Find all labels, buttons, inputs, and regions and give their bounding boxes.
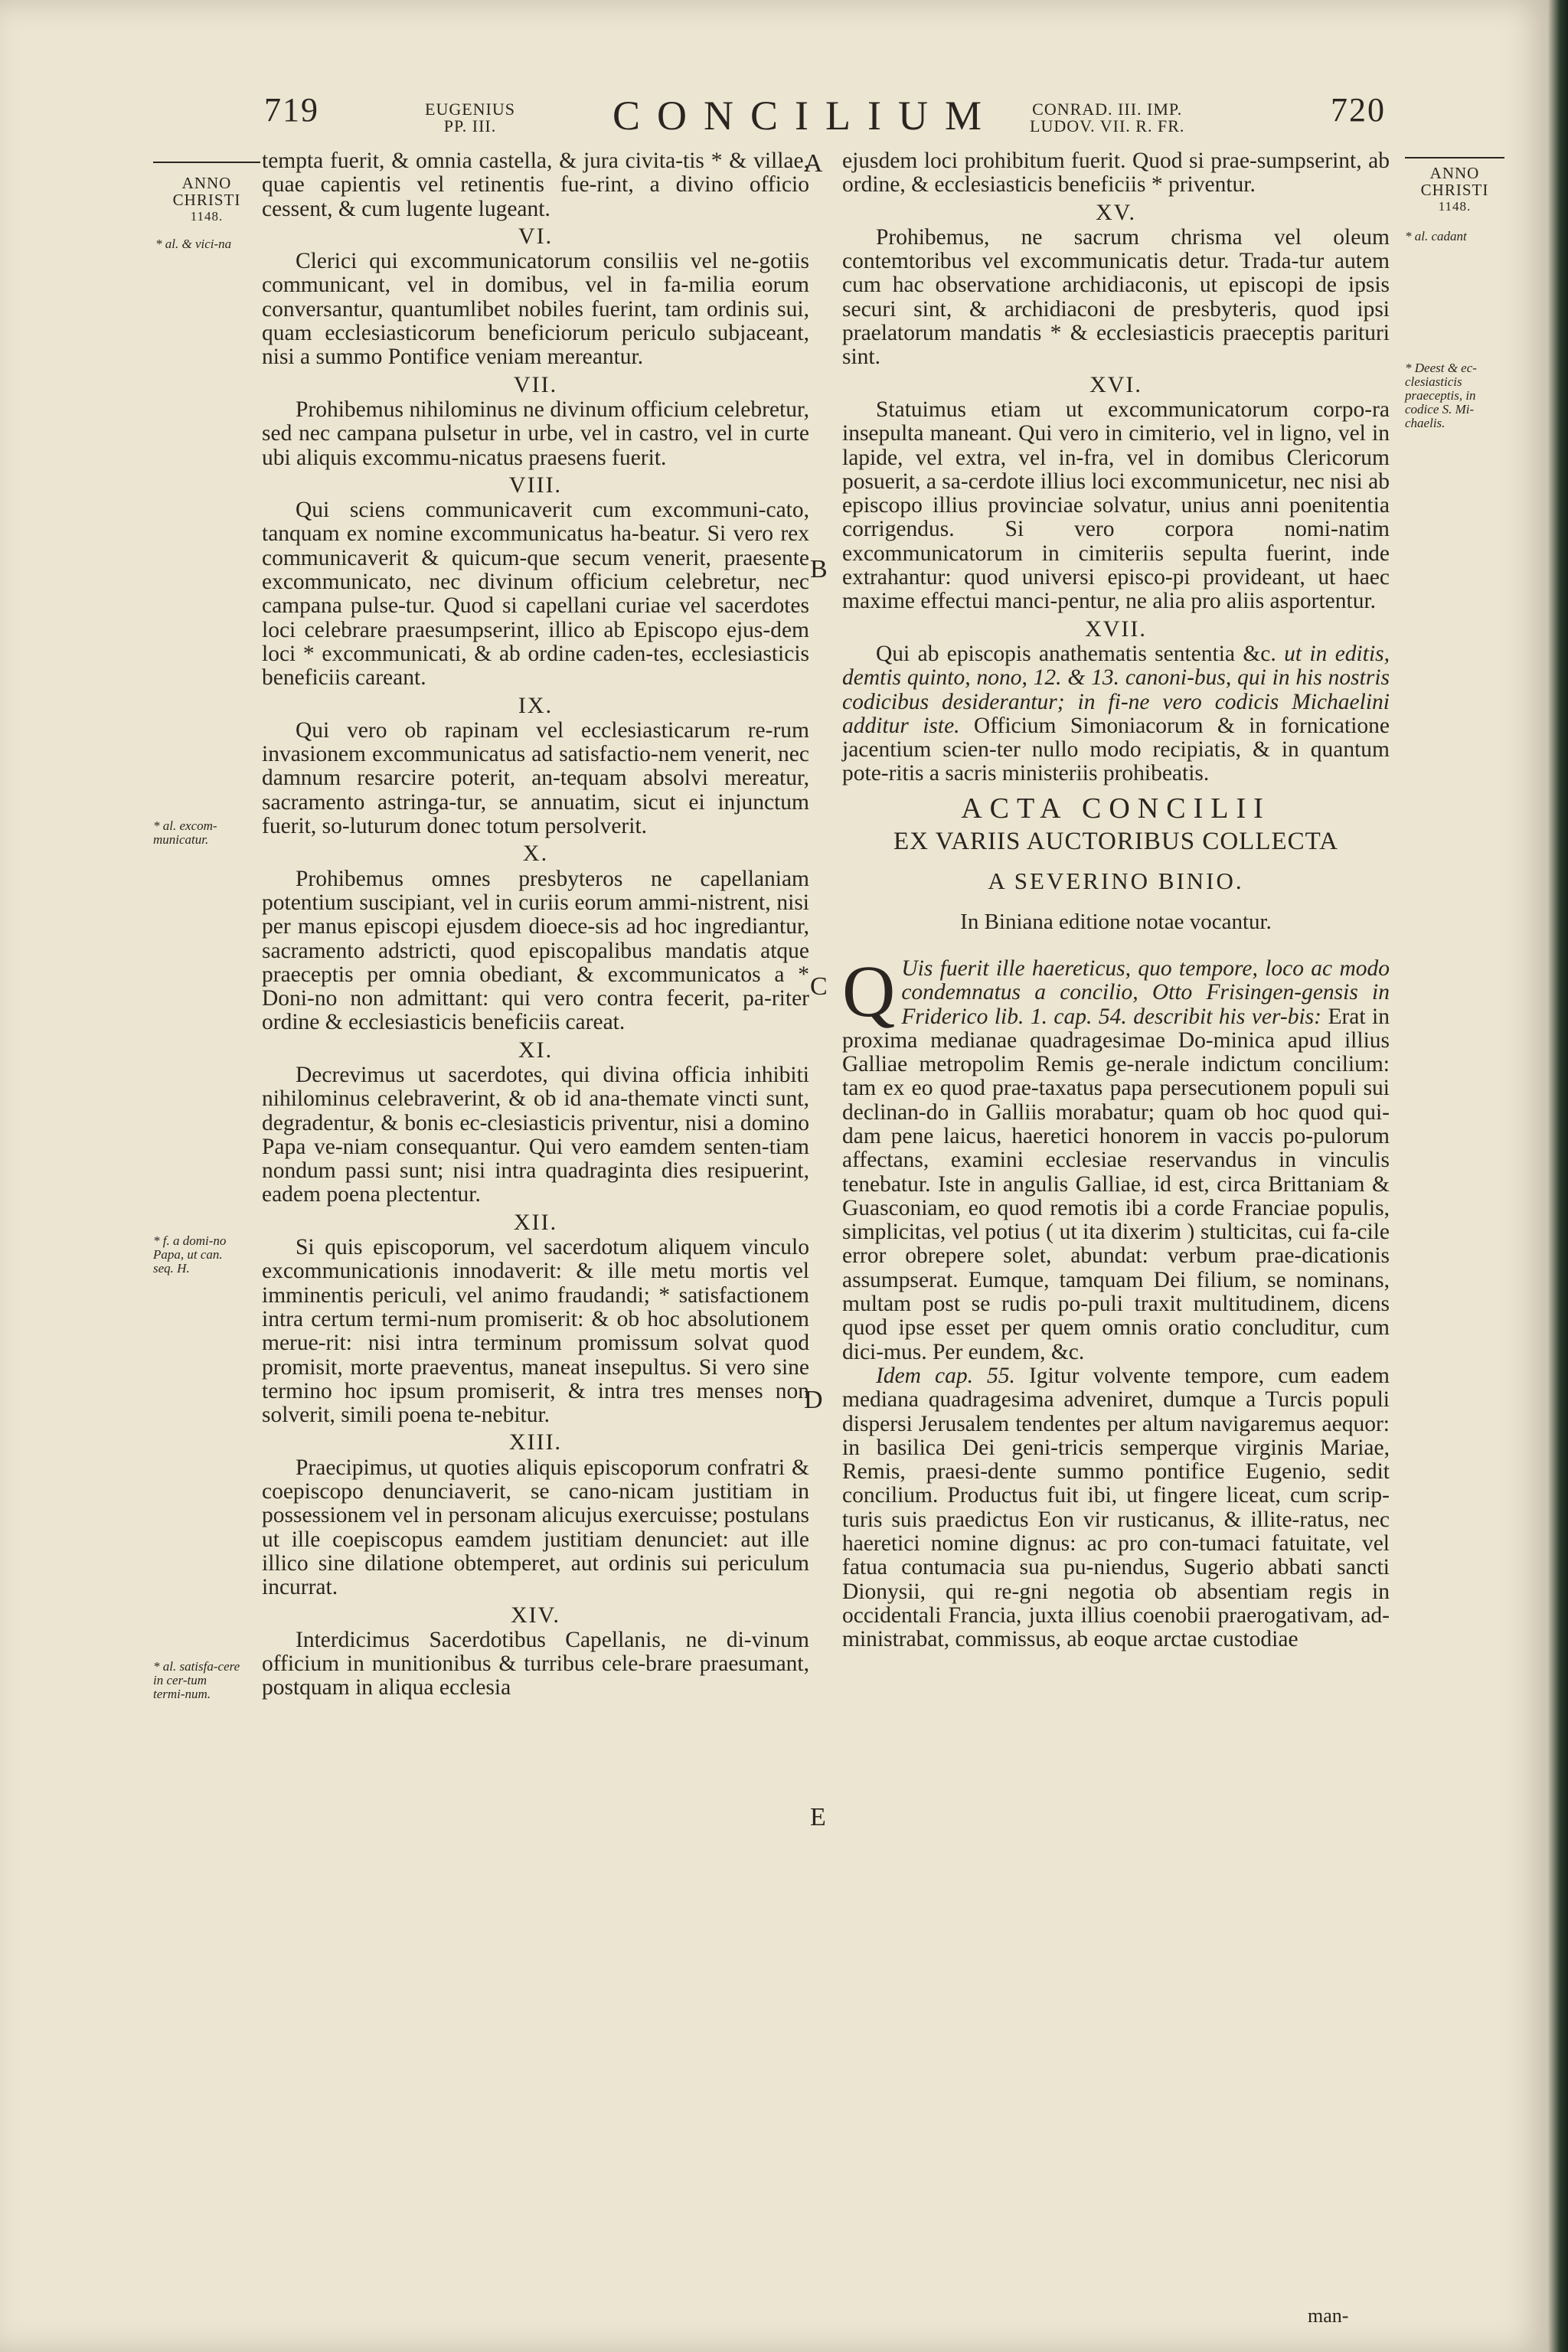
left-margin-rule: [153, 162, 260, 163]
canon-14-text: Interdicimus Sacerdotibus Capellanis, ne di-vinum officium in munitionibus & turribus cele-brare praesumant, postquam in aliqua ecclesia: [262, 1627, 809, 1700]
canon-16-text: Statuimus etiam ut excommunicatorum corpo-ra insepulta maneant. Qui vero in cimiterio, vel in ligno, vel in lapide, vel extra, vel in-fra, vel in domibus Clericorum posuerit, a sa-cerdote illius loci excommunicetur, nec nisi ab episcopo illius provinciae solvatur, unius anni poenitentia corrigendus. Si vero corpora nomi-natim excommunicatorum in cimiteriis sepulta fuerint, inde extrahantur: quod universi episco-pi provideant, ut haec maxime effectui manci-pentur, ne alia pro aliis asportentur.: [842, 397, 1390, 614]
acta-note: In Biniana editione notae vocantur.: [960, 909, 1272, 934]
right-running-head-line1: CONRAD. III. IMP.: [1032, 100, 1183, 119]
canon-11-text: Decrevimus ut sacerdotes, qui divina officia inhibiti nihilominus celebraverint, & ob id ana-themate vincti sunt, degradentur, & bonis ec-clesiasticis priventur, nisi a domino Papa ve-niam consequantur. Qui vero eamdem senten-tiam nondum passi sunt; nisi intra quadraginta dies resipuerint, eadem poena plectentur.: [262, 1062, 809, 1207]
acta-title: ACTA CONCILII: [961, 792, 1271, 825]
left-page-number: 719: [264, 91, 319, 129]
running-title: CONCILIUM: [612, 93, 998, 139]
anno-left-year: 1148.: [190, 209, 224, 224]
margin-note-vicinae: * al. & vici-na: [155, 237, 232, 251]
anno-right-line2: CHRISTI: [1420, 181, 1489, 199]
section-letter-d: D: [804, 1386, 823, 1414]
canon-heading-8: VIII.: [508, 472, 563, 498]
left-intro-paragraph: tempta fuerit, & omnia castella, & jura civita-tis * & villae, quae capientis vel retinentis fue-rint, a divino officio cessent, & cum lugente lugeant.: [262, 149, 809, 221]
anno-christi-right: [1405, 165, 1504, 215]
canon-6-text: Clerici qui excommunicatorum consiliis vel ne-gotiis communicant, vel in domibus, vel in fa-milia eorum conversantur, quantumlibet nobiles fuerint, tam ordinis sui, quam ecclesiasticorum beneficiorum periculo subjaceant, nisi a summo Pontifice veniam mereantur.: [262, 249, 809, 370]
canon-15-text: Prohibemus, ne sacrum chrisma vel oleum contemtoribus vel excommunicatis detur. Trada-tur autem cum hac observatione archidiaconis, ut episcopi de ipsis securi sint, & archidiaconi de presbyteris, quod ipsi praelatorum mandatis * & ecclesiasticis praeceptis parituri sint.: [842, 224, 1390, 370]
left-running-head-line1: EUGENIUS: [425, 100, 515, 119]
canon-heading-7: VII.: [513, 371, 558, 397]
margin-note-domino-papa: * f. a domi-no Papa, ut can. seq. H.: [153, 1233, 227, 1276]
cap55-text: Igitur volvente tempore, cum eadem mediana quadragesima adveniret, dumque a Turcis populi dispersi Jerusalem tendentes per altum navigaremus aequor: in basilica Dei geni-tricis semperque virginis Mariae, Remis, praesi-dente summo pontifice Eugenio, sedit concilium. Productus fuit ibi, ut fingere liceat, cum scrip-turis suis praedictus Eon vir rusticanus, & illite-ratus, nec haeretici nomine dignus: ac pro con-tumaci fatuitate, vel fatua contumacia sua pu-niendus, Sugerio abbati sancti Dionysii, qui re-gni negotia ob absentiam regis in occidentali Francia, juxta illius coenobii praerogativam, ad-ministrabat, commissus, ab eoque arctae custodiae: [842, 1363, 1390, 1652]
canon-heading-9: IX.: [518, 692, 554, 718]
canon-heading-16: XVI.: [1089, 371, 1142, 397]
section-letter-a: A: [804, 149, 823, 178]
canon-heading-6: VI.: [518, 223, 554, 249]
margin-note-deest: * Deest & ec-clesiasticis praeceptis, in codice S. Mi-chaelis.: [1405, 361, 1477, 430]
anno-left-line1: ANNO: [181, 174, 232, 192]
canon-17-opening: Qui ab episcopis anathematis sententia &c.: [876, 641, 1276, 666]
right-page-number: 720: [1331, 91, 1386, 129]
canon-17-closing: Officium Simoniacorum & in fornicatione jacentium scien-ter nullo modo recipiatis, & in quantum pote-ritis a sacris ministeriis prohibeatis.: [842, 713, 1390, 786]
right-running-head-line2: LUDOV. VII. R. FR.: [1030, 116, 1185, 136]
canon-7-text: Prohibemus nihilominus ne divinum officium celebretur, sed nec campana pulsetur in urbe, vel in castro, vel in curte ubi aliquis excommu-nicatus praesens fuerit.: [262, 397, 809, 470]
right-running-head: [1030, 101, 1184, 135]
anno-right-year: 1148.: [1438, 199, 1472, 214]
margin-note-excommunicatur: * al. excom-municatur.: [153, 818, 217, 847]
canon-heading-10: X.: [522, 841, 549, 867]
anno-left-line2: CHRISTI: [172, 191, 241, 209]
margin-note-satisfacere: * al. satisfa-cere in cer-tum termi-num.: [153, 1659, 240, 1701]
right-intro-paragraph: ejusdem loci prohibitum fuerit. Quod si prae-sumpserint, ab ordine, & ecclesiasticis beneficiis * priventur.: [842, 149, 1390, 198]
canon-10-text: Prohibemus omnes presbyteros ne capellaniam potentium suscipiant, vel in curiis eorum ammi-nistrent, nisi per manus episcopi ejusdem dioece-sis ad hoc ingrediantur, sacramento adstricti, quod episcopalibus mandatis atque praeceptis per omnia obediant, & excommunicatos a * Doni-no non admittant: qui vero contra fecerit, pa-riter ordine & ecclesiasticis beneficiis careat.: [262, 866, 809, 1035]
acta-author: A SEVERINO BINIO.: [988, 867, 1244, 895]
left-column: [262, 149, 809, 1700]
canon-13-text: Praecipimus, ut quoties aliquis episcoporum confratri & coepiscopo denunciaverit, se cano-nicam justitiam in possessionem vel in personam alicujus exercuisse; postulans ut ille coepiscopus eamdem justitiam denunciet: aut ille illico sine dilatione obtemperet, aut ordinis sui periculum incurrat.: [262, 1455, 809, 1600]
canon-heading-17: XVII.: [1085, 616, 1147, 642]
otto-quote-text: Erat in proxima medianae quadragesimae Do-minica apud illius Galliae metropolim Remis ge-nerale indictum concilium: tam ex eo quod prae-taxatus papa persecutionem populi sui declinan-do in Galliis morabatur; quam ob hoc quod qui-dam pene laicus, haeretici honorem in vaccis po-pulorum affectans, examini ecclesiae reservandus in vinculis tenebatur. Iste in angulis Galliae, id est, circa Brittaniam & Guasconiam, eo quod remotis ibi a corde Franciae populis, simplicitas, vel potius ( ut ita dixerim ) stulticitas, cui fa-cile error obrepere solet, abundat: verbum prae-dicationis assumpserat. Eumque, tamquam Dei filium, se nominans, multam post se rudis po-puli traxit multitudinem, dicens quod ipse esset per quem omnis oratio concluditur, cum dici-mus. Per eundem, &c.: [842, 1004, 1390, 1364]
drop-cap: Q: [842, 949, 896, 1032]
margin-note-cadant: * al. cadant: [1405, 229, 1467, 243]
canon-9-text: Qui vero ob rapinam vel ecclesiasticarum re-rum invasionem excommunicatus ad satisfactio-nem venerit, nec damnum resarcire poterit, an-tequam absolvi mereatur, sacramento astringa-tur, se annuatim, sicut ei injunctum fuerit, so-luturum donec totum persolverit.: [262, 717, 809, 839]
section-letter-b: B: [810, 555, 828, 583]
cap55-paragraph: [842, 1364, 1390, 1652]
section-letter-c: C: [810, 972, 828, 1001]
canon-heading-14: XIV.: [511, 1602, 560, 1628]
cap55-ref: Idem cap. 55.: [876, 1363, 1015, 1388]
acta-subtitle: EX VARIIS AUCTORIBUS COLLECTA: [893, 828, 1338, 856]
canon-17-text: [842, 642, 1390, 786]
catchword: man-: [1308, 2305, 1349, 2327]
otto-quote-intro: Uis fuerit ille haereticus, quo tempore, loco ac modo condemnatus a concilio, Otto Frisingen-gensis in Friderico lib. 1. cap. 54. describit his ver-bis:: [901, 956, 1390, 1029]
anno-christi-left: [157, 175, 256, 225]
canon-heading-12: XII.: [513, 1209, 558, 1235]
page-edge-shadow: [1548, 0, 1568, 2352]
canon-12-text: Si quis episcoporum, vel sacerdotum aliquem vinculo excommunicationis innodaverit: & ille metu mortis vel imminentis periculi, vel animo fraudandi; * satisfactionem intra certum termi-num promiserit: & ob hoc absolutionem merue-rit: nisi intra terminum promissum solvat quod promisit, morte praeventus, maneat insepultus. Si vero sine termino hoc ipsum promiserit, & intra tres menses non solverit, simili poena te-nebitur.: [262, 1235, 809, 1428]
canon-8-text: Qui sciens communicaverit cum excommuni-cato, tanquam ex nomine excommunicatus ha-beatur. Si vero rex communicaverit & quicum-que secum venerit, praesente excommunicato, nec divinum officium celebretur, nec campana pulse-tur. Quod si capellani curiae vel sacerdotes loci celebrare praesumpserint, illico ab Episcopo ejus-dem loci * excommunicati, & ab ordine caden-tes, ecclesiasticis beneficiis careant.: [262, 498, 809, 691]
anno-right-line1: ANNO: [1429, 164, 1480, 182]
left-running-head-line2: PP. III.: [443, 116, 497, 136]
canon-17-editorial-note: ut in editis, demtis quinto, nono, 12. & 13. canoni-bus, qui in his nostris codicibus desiderantur; in fi-ne vero codicis Michaelini additur iste.: [842, 641, 1390, 738]
right-margin-rule: [1405, 157, 1504, 158]
section-letter-e: E: [810, 1803, 826, 1831]
canon-heading-13: XIII.: [508, 1429, 563, 1455]
canon-heading-11: XI.: [518, 1037, 554, 1063]
otto-quote-paragraph: [842, 949, 1390, 1364]
canon-heading-15: XV.: [1096, 199, 1136, 225]
left-running-head: [425, 101, 515, 135]
right-column: [842, 149, 1390, 1652]
